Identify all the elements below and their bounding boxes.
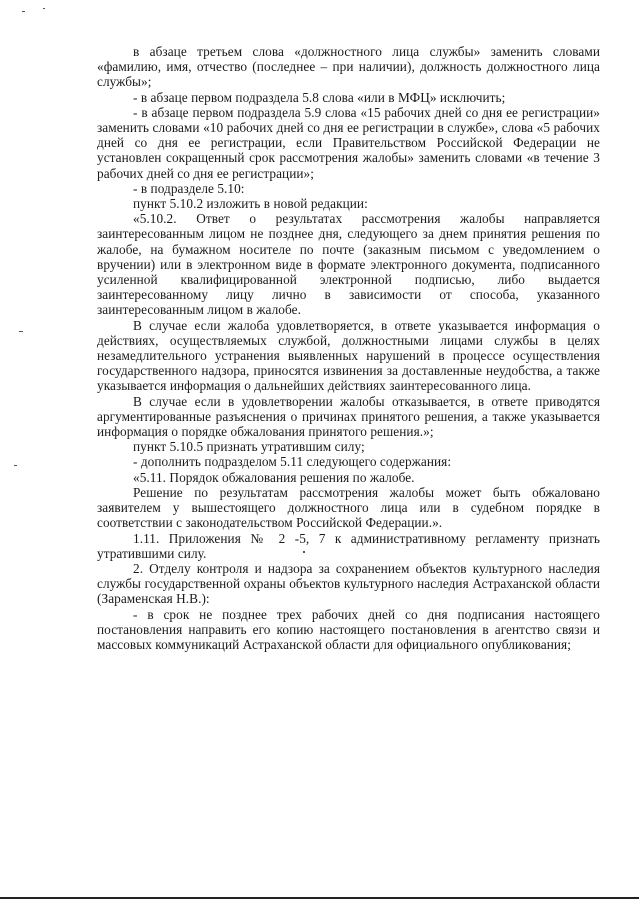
scan-speck (19, 331, 23, 332)
scan-speck (14, 465, 17, 466)
paragraph: пункт 5.10.5 признать утратившим силу; (133, 439, 365, 455)
paragraph: «5.11. Порядок обжалования решения по жалобе. (133, 469, 415, 485)
paragraph: Решение по результатам рассмотрения жалобы может быть обжаловано заявителем у вышестоящего должностного лица или в судебном порядке в соответствии с законодательством Российской Федерации.». (97, 484, 600, 531)
paragraph: пункт 5.10.2 изложить в новой редакции: (133, 196, 368, 212)
paragraph: в абзаце третьем слова «должностного лица службы» заменить словами «фамилию, имя, отчество (последнее – при наличии), должность должностного лица службы»; (97, 44, 600, 90)
paragraph: В случае если в удовлетворении жалобы отказывается, в ответе приводятся аргументированные разъяснения о причинах принятого решения, а также указывается информация о порядке обжалования принятого решения.»; (97, 393, 600, 440)
paragraph: - дополнить подразделом 5.11 следующего содержания: (133, 454, 452, 470)
paragraph: 2. Отделу контроля и надзора за сохранением объектов культурного наследия службы государственной охраны объектов культурного наследия Астраханской области (Зараменская Н.В.): (97, 560, 600, 607)
paragraph: «5.10.2. Ответ о результатах рассмотрения жалобы направляется заинтересованным лицом не позднее дня, следующего за днем принятия решения по жалобе, на бумажном носителе по почте (заказным письмом с уведомлением о вручении) или в электронном виде в формате электронного документа, подписанного усиленной квалифицированной электронной подписью, либо выдается заинтересованному лицу лично в зависимости от способа, указанного заинтересованным лицом в жалобе. (97, 211, 600, 318)
paragraph: - в срок не позднее трех рабочих дней со дня подписания настоящего постановления направить его копию настоящего постановления в агентство связи и массовых коммуникаций Астраханской области для официального опубликования; (97, 606, 600, 652)
paragraph: - в абзаце первом подраздела 5.8 слова «или в МФЦ» исключить; (133, 89, 506, 105)
paragraph: 1.11. Приложения № 2 -5, 7 к административному регламенту признать утратившими силу. (97, 530, 600, 561)
document-body (97, 44, 600, 652)
paragraph: - в абзаце первом подраздела 5.9 слова «15 рабочих дней со дня ее регистрации» заменить словами «10 рабочих дней со дня ее регистрации в службе», слова «5 рабочих дней со дня ее регистрации, если Правительством Российской Федерации не установлен сокращенный срок рассмотрения жалобы» заменить словами «в течение 3 рабочих дней со дня ее регистрации»; (97, 104, 600, 181)
scan-speck (22, 11, 25, 12)
scan-speck (43, 8, 45, 9)
scan-bottom-edge (0, 897, 639, 899)
paragraph: - в подразделе 5.10: (133, 180, 245, 196)
paragraph: В случае если жалоба удовлетворяется, в ответе указывается информация о действиях, осуществляемых службой, должностными лицами службы в целях незамедлительного устранения выявленных нарушений в процессе осуществления государственного надзора, приносятся извинения за доставленные неудобства, а также указывается информация о дальнейших действиях заинтересованного лица. (97, 317, 600, 394)
